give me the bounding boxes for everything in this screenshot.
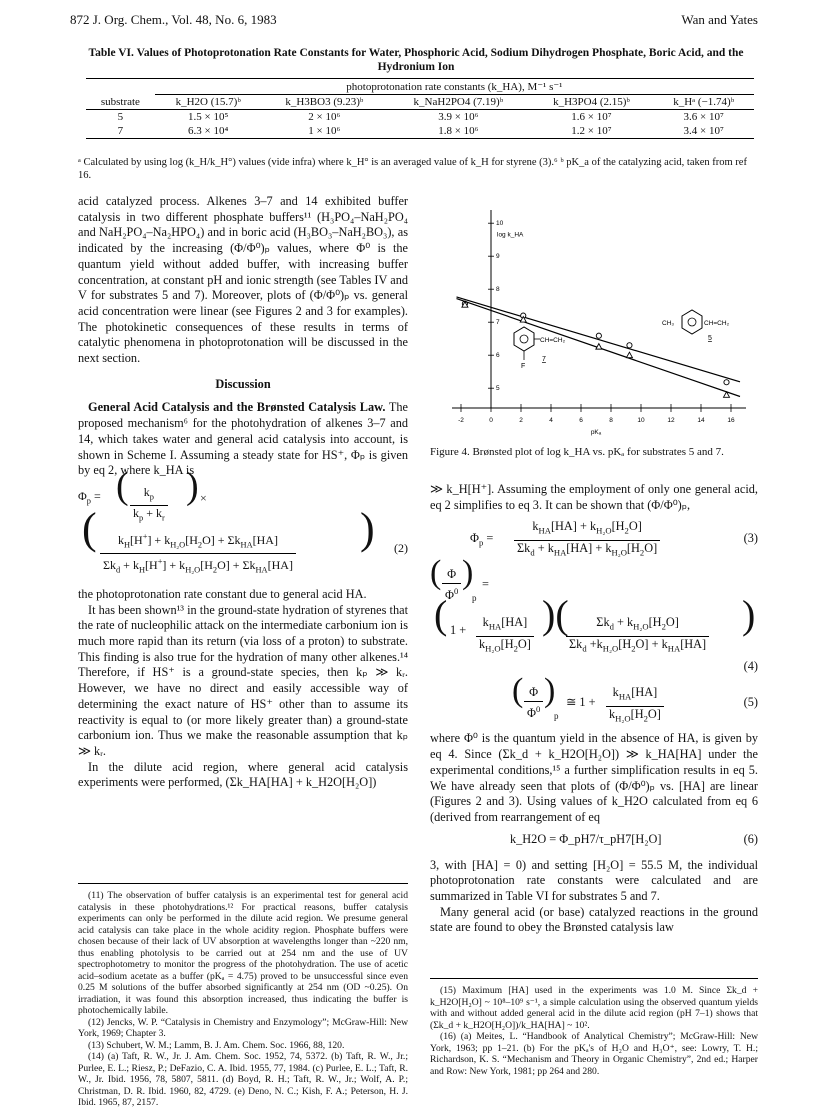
y-tick-label: 7 — [496, 319, 500, 327]
y-tick-label: 6 — [496, 352, 500, 360]
y-tick-label: 9 — [496, 253, 500, 261]
table-row — [86, 110, 754, 125]
col-header: k_H3BO3 (9.23)ᵇ — [285, 96, 364, 108]
rate-constant-table — [86, 78, 754, 139]
bronsted-plot — [430, 196, 758, 442]
table-cell: 6.3 × 10⁴ — [188, 125, 229, 137]
paragraph: ≫ k_H[H⁺]. Assuming the employment of only one general acid, eq 2 simplifies to eq 3. It can be shown that (Φ/Φ⁰)ₚ, — [430, 482, 758, 512]
x-tick-label: 12 — [667, 417, 675, 424]
fluoro-label: F — [521, 363, 526, 370]
x-tick-label: 10 — [637, 417, 645, 424]
equation-5: ( $\frac{\Phi}{\Phi^0}$ ) p ≅ 1 + $k_{HA}[HA]$ $k_{H_2O}[H_2O]$ (5) — [512, 672, 758, 724]
right-column — [430, 482, 758, 936]
paragraph-head: General Acid Catalysis and the Brønsted Catalysis Law. — [88, 400, 386, 415]
table-cell: 1.8 × 10⁶ — [438, 125, 479, 137]
table-cell: 1.2 × 10⁷ — [571, 125, 612, 137]
left-column — [78, 194, 408, 791]
footnote: (11) The observation of buffer catalysis is an experimental test for general acid catalysis in these photohydrations.¹² For practical reasons, buffer catalysis experiments can only be performed in the dilute acid region. We presume general acid catalysis can take place in the whole acidity region. Phosphate buffers were chosen because of their lack of UV absorption at wavelengths longer than ~220 nm, thus enabling photolysis to be carried out at 254 nm and the use of UV spectrophotometry to monitor the progress of the photohydration. The use of acetic acid–sodium acetate as a buffer (pKₐ = 4.75) proved to be unsuccessful since even 0.25 M solutions of the buffer absorbed significantly at 254 nm (OD ~0.25). On irradiation, it was found this absorption increased, thus indicating the buffer is photochemically labile. — [78, 890, 408, 1016]
table-cell: 3.9 × 10⁶ — [438, 111, 479, 123]
paragraph: It has been shown¹³ in the ground-state hydration of styrenes that the rate of nucleophilic attack on the intermediate carbonium ion is much more rapid than its return (via loss of a proton) to substrate. This finding is also true for the hydration of many other alkenes.¹⁴ Therefore, if HS⁺ is a ground-state species, then kₚ ≫ kᵣ. However, we have no direct and easily accessible way of determining the exact nature of HS⁺ other than to assume its reactivity is equal to (or more likely greater than) a ground-state carbonium ion. Thus we make the reasonable assumption that kₚ ≫ kᵣ. — [78, 602, 408, 758]
compound-label-5: 5 — [708, 335, 712, 342]
vinyl-label: CH=CH₂ — [540, 337, 566, 344]
table-footnote: ᵃ Calculated by using log (k_H/k_H°) values (vide infra) where k_H° is an averaged value of k_H for styrene (3).⁶ ᵇ pK_a of the catalyzing acid, taken from ref 16. — [78, 157, 747, 181]
table-cell: 3.4 × 10⁷ — [683, 125, 724, 137]
x-tick-label: -2 — [458, 417, 464, 424]
table-cell: 5 — [117, 111, 124, 123]
y-tick-label: 5 — [496, 385, 500, 393]
x-tick-label: 0 — [489, 417, 493, 424]
x-tick-label: 4 — [549, 417, 553, 424]
compound-label-7: 7 — [542, 356, 546, 363]
paragraph-text: The proposed mechanism⁶ for the photohydration of alkenes 3–7 and 14, which takes water and general acid catalysis into account, is shown in Scheme I. Assuming a steady state for HS⁺, Φₚ is given by eq 2, where k_HA is — [78, 400, 408, 478]
y-tick-label: 8 — [496, 286, 500, 294]
equation-number: (2) — [394, 540, 408, 555]
y-tick-label: 10 — [496, 220, 504, 228]
footnote: (15) Maximum [HA] used in the experiments was 1.0 M. Since Σk_d + k_H2O[H₂O] ~ 10⁸–10⁹ s⁻¹, a simple calculation using the observed quantum yields with and without added general acid in the dilute acid region (pH 7–1) shows that (Σk_d + k_H2O[H₂O])/k_HA[HA] ~ 10². — [430, 985, 758, 1031]
x-tick-label: 16 — [727, 417, 735, 424]
table-cell: 3.6 × 10⁷ — [683, 111, 724, 123]
table-cell: 2 × 10⁶ — [308, 111, 341, 123]
footnote: (12) Jencks, W. P. “Catalysis in Chemistry and Enzymology”; McGraw-Hill: New York, 1969; Chapter 3. — [78, 1016, 408, 1039]
table-cell: 1.6 × 10⁷ — [571, 111, 612, 123]
paragraph: where Φ⁰ is the quantum yield in the absence of HA, is given by eq 4. Since (Σk_d + k_H2O[H₂O]) ≫ k_HA[HA] under the experimental conditions,¹⁵ a further simplification results in eq 5. We have already seen that plots of (Φ/Φ⁰)ₚ vs. [HA] are linear (Figures 2 and 3). Using values of k_H2O calculated from eq 6 (derived from rearrangement of eq — [430, 731, 758, 824]
data-point-5 — [627, 343, 632, 348]
header-left: 872 J. Org. Chem., Vol. 48, No. 6, 1983 — [70, 12, 277, 27]
x-tick-label: 14 — [697, 417, 705, 424]
footnote: (13) Schubert, W. M.; Lamm, B. J. Am. Chem. Soc. 1966, 88, 120. — [88, 1039, 345, 1051]
equation-3: $\Phi_p$ = $k_{HA}[HA] + k_{H_2O}[H_2O]$ $\Sigma k_d + k_{HA}[HA] + k_{H_2O}[H_2O]$ (3) — [470, 519, 758, 558]
left-footnotes — [78, 883, 408, 1109]
x-tick-label: 8 — [609, 417, 613, 424]
header-right: Wan and Yates — [681, 12, 758, 27]
section-heading: Discussion — [215, 376, 271, 391]
col-header: k_NaH2PO4 (7.19)ᵇ — [413, 96, 504, 108]
table-header-row — [86, 95, 754, 110]
table-group-header: photoprotonation rate constants (k_HA), M⁻¹ s⁻¹ — [155, 79, 754, 95]
equation-number: (6) — [743, 831, 758, 846]
table-cell: 1 × 10⁶ — [308, 125, 341, 137]
equation-number: (4) — [743, 659, 758, 674]
vinyl-label: CH=CH₂ — [704, 320, 730, 327]
col-header: k_Hᵃ (−1.74)ᵇ — [673, 96, 735, 108]
paragraph: the photoprotonation rate constant due to general acid HA. — [78, 586, 367, 601]
data-point-5 — [724, 380, 729, 385]
paragraph: Many general acid (or base) catalyzed reactions in the ground state are found to obey the Brønsted catalysis law — [430, 904, 758, 935]
methyl-label: CH₃ — [662, 320, 675, 327]
table-cell: 7 — [117, 125, 124, 137]
equation-6 — [430, 832, 758, 852]
fit-line-5 — [457, 297, 741, 382]
col-header: k_H3PO4 (2.15)ᵇ — [553, 96, 630, 108]
paragraph: acid catalyzed process. Alkenes 3–7 and 14 exhibited buffer catalysis in two different phosphate buffers¹¹ (H₃PO₄–NaH₂PO₄ and NaH₂PO₄–Na₂HPO₄) and in boric acid (H₃BO₃–NaH₂BO₃), as indicated by the increasing (Φ/Φ⁰)ₚ values, where Φ⁰ is the quantum yield without added buffer, with increasing buffer concentration, at constant pH and ionic strength (see Tables IV and V for substrates 5 and 7). Moreover, plots of (Φ/Φ⁰)ₚ vs. general acid concentration were linear (see Figures 2 and 3 for examples). The photokinetic consequences of these results in terms of catalytic phenomena in photoprotonation will be discussed in the next section. — [78, 194, 408, 366]
data-point-7 — [626, 352, 632, 358]
data-point-5 — [596, 333, 601, 338]
x-tick-label: 2 — [519, 417, 523, 424]
table-row — [86, 124, 754, 139]
equation-2: $\Phi_p$ = ( $\frac{k_p}{k_p + k_r}$ ) × ( $k_H[H^+] + k_{H_2O}[H_2O] + \Sigma k_{HA}[HA]$ $\Sigma k_d + k_H[H^+] + k_{H_2O}[H_2O] + \Sigma k_{HA}[HA]$ ) (2) — [78, 464, 408, 575]
equation-number: (3) — [743, 531, 758, 546]
table-cell: 1.5 × 10⁵ — [188, 111, 229, 123]
paragraph: 3, with [HA] = 0) and setting [H₂O] = 55.5 M, the individual photoprotonation rate constants were calculated and are summarized in Table VI for substrates 5 and 7. — [430, 857, 758, 904]
figure-caption: Figure 4. Brønsted plot of log k_HA vs. pKₐ for substrates 5 and 7. — [430, 446, 724, 458]
paragraph: In the dilute acid region, where general acid catalysis experiments were performed, (Σk_HA[HA] + k_H2O[H₂O]) — [78, 759, 408, 790]
y-axis-label: log k_HA — [497, 231, 524, 239]
structure-5 — [662, 310, 730, 342]
right-footnotes — [430, 978, 758, 1077]
equation-4: ( $\frac{\Phi}{\Phi^0}$ ) p = ( 1 + $k_{HA}[HA]$ $k_{H_2O}[H_2O]$ )( $\Sigma k_d + k_{H_2O}[H_2O]$ $\Sigma k_d +k_{H_2O}[H_2O] + k_{HA}[HA]$ ) (4) — [430, 554, 758, 674]
x-axis-label: pKₐ — [590, 429, 602, 436]
footnote: (14) (a) Taft, R. W., Jr. J. Am. Chem. Soc. 1952, 74, 5372. (b) Taft, R. W., Jr.; Purlee, E. L.; Riesz, P.; DeFazio, C. A. Ibid. 1955, 77, 1984. (c) Purlee, E. L.; Taft, R. W., Jr. Ibid. 1956, 78, 5807, 5811. (d) Boyd, R. H.; Taft, R. W., Jr.; Wolf, A. P.; Christman, D. R. Ibid. 1960, 82, 4729. (e) Deno, N. C.; Kish, F. A.; Peterson, H. J. Ibid. 1965, 87, 2157. — [78, 1051, 408, 1108]
equation-number: (5) — [743, 695, 758, 710]
col-header: substrate — [100, 95, 140, 108]
x-tick-label: 6 — [579, 417, 583, 424]
footnote: (16) (a) Meites, L. “Handbook of Analytical Chemistry”; McGraw-Hill: New York, 1963; pp 1–21. (b) For the pKₐ's of H₂O and H₃O⁺, see: Lowry, T. H.; Richardson, K. S. “Mechanism and Theory in Organic Chemistry”, 2nd ed.; Harper and Row: New York, 1981; pp 264 and 280. — [430, 1031, 758, 1077]
equation-6-body: k_H2O = Φ_pH7/τ_pH7[H₂O] — [510, 831, 662, 846]
col-header: k_H2O (15.7)ᵇ — [175, 96, 241, 108]
table-caption: Table VI. Values of Photoprotonation Rate Constants for Water, Phosphoric Acid, Sodium Dihydrogen Phosphate, Boric Acid, and the Hydronium Ion — [88, 47, 744, 73]
